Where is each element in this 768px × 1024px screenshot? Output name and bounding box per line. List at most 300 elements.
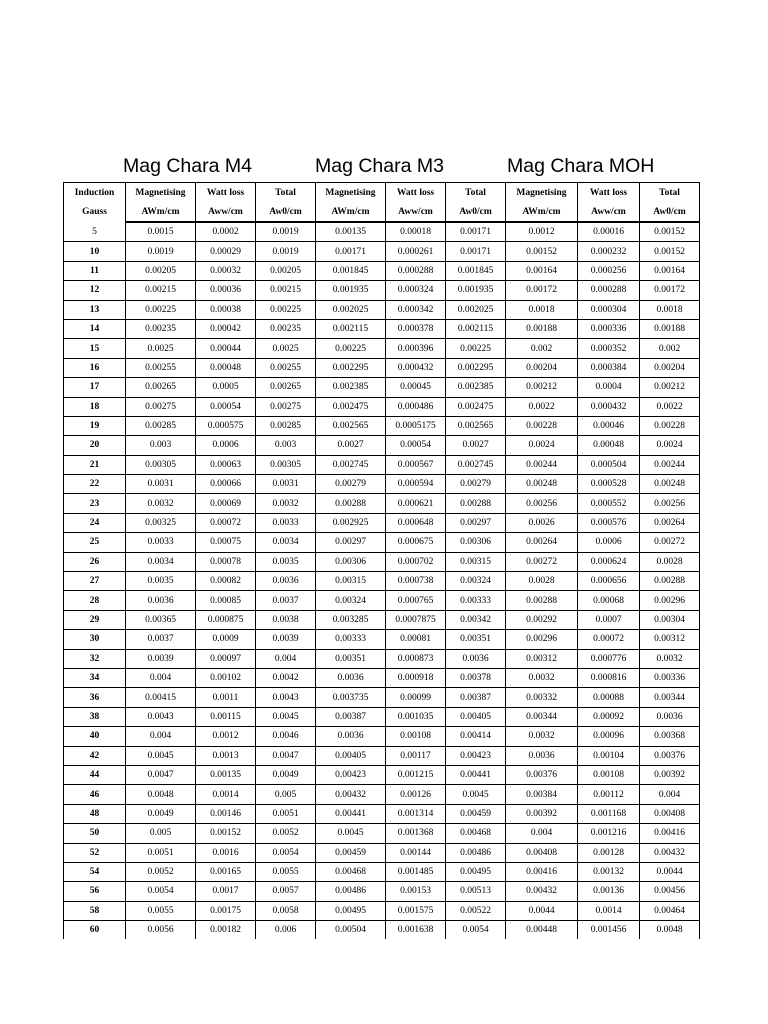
value-cell: 0.002 bbox=[640, 339, 700, 358]
value-cell: 0.00032 bbox=[196, 261, 256, 280]
value-cell: 0.000776 bbox=[578, 649, 640, 668]
value-cell: 0.000575 bbox=[196, 416, 256, 435]
value-cell: 0.002745 bbox=[316, 455, 386, 474]
value-cell: 0.000528 bbox=[578, 475, 640, 494]
value-cell: 0.00384 bbox=[506, 785, 578, 804]
value-cell: 0.00432 bbox=[316, 785, 386, 804]
value-cell: 0.000816 bbox=[578, 668, 640, 687]
value-cell: 0.0058 bbox=[256, 901, 316, 920]
value-cell: 0.004 bbox=[126, 668, 196, 687]
value-cell: 0.00468 bbox=[316, 862, 386, 881]
value-cell: 0.002475 bbox=[316, 397, 386, 416]
value-cell: 0.00495 bbox=[316, 901, 386, 920]
value-cell: 0.00072 bbox=[578, 630, 640, 649]
value-cell: 0.0042 bbox=[256, 668, 316, 687]
value-cell: 0.00285 bbox=[256, 416, 316, 435]
value-cell: 0.002565 bbox=[316, 416, 386, 435]
value-cell: 0.00205 bbox=[126, 261, 196, 280]
table-row bbox=[64, 921, 700, 940]
value-cell: 0.00522 bbox=[446, 901, 506, 920]
value-cell: 0.00486 bbox=[316, 882, 386, 901]
value-cell: 0.00297 bbox=[316, 533, 386, 552]
value-cell: 0.00432 bbox=[640, 843, 700, 862]
value-cell: 0.00459 bbox=[316, 843, 386, 862]
value-cell: 0.0032 bbox=[126, 494, 196, 513]
header-cell: Watt loss bbox=[196, 183, 256, 203]
value-cell: 0.00464 bbox=[640, 901, 700, 920]
value-cell: 0.00153 bbox=[386, 882, 446, 901]
value-cell: 0.0025 bbox=[256, 339, 316, 358]
value-cell: 0.00225 bbox=[256, 300, 316, 319]
value-cell: 0.00088 bbox=[578, 688, 640, 707]
value-cell: 0.00228 bbox=[506, 416, 578, 435]
table-row bbox=[64, 319, 700, 338]
value-cell: 0.0048 bbox=[640, 921, 700, 940]
value-cell: 0.00171 bbox=[446, 222, 506, 242]
table-row bbox=[64, 397, 700, 416]
value-cell: 0.00264 bbox=[506, 533, 578, 552]
value-cell: 0.004 bbox=[506, 824, 578, 843]
value-cell: 0.000648 bbox=[386, 513, 446, 532]
value-cell: 0.001215 bbox=[386, 765, 446, 784]
table-row bbox=[64, 378, 700, 397]
value-cell: 0.00135 bbox=[316, 222, 386, 242]
value-cell: 0.006 bbox=[256, 921, 316, 940]
value-cell: 0.00312 bbox=[640, 630, 700, 649]
value-cell: 0.00312 bbox=[506, 649, 578, 668]
value-cell: 0.003 bbox=[256, 436, 316, 455]
value-cell: 0.000232 bbox=[578, 242, 640, 261]
value-cell: 0.00045 bbox=[386, 378, 446, 397]
value-cell: 0.00188 bbox=[640, 319, 700, 338]
value-cell: 0.0032 bbox=[506, 727, 578, 746]
value-cell: 0.00315 bbox=[316, 572, 386, 591]
value-cell: 0.00376 bbox=[640, 746, 700, 765]
value-cell: 0.0004 bbox=[578, 378, 640, 397]
header-unit-cell: Aw0/cm bbox=[446, 202, 506, 222]
value-cell: 0.0037 bbox=[126, 630, 196, 649]
value-cell: 0.0018 bbox=[640, 300, 700, 319]
header-cell: Magnetising bbox=[316, 183, 386, 203]
value-cell: 0.00204 bbox=[640, 358, 700, 377]
value-cell: 0.00264 bbox=[640, 513, 700, 532]
value-cell: 0.00244 bbox=[640, 455, 700, 474]
value-cell: 0.001035 bbox=[386, 707, 446, 726]
induction-cell: 25 bbox=[64, 533, 126, 552]
value-cell: 0.000918 bbox=[386, 668, 446, 687]
value-cell: 0.00085 bbox=[196, 591, 256, 610]
value-cell: 0.000594 bbox=[386, 475, 446, 494]
value-cell: 0.00468 bbox=[446, 824, 506, 843]
value-cell: 0.00448 bbox=[506, 921, 578, 940]
table-row bbox=[64, 436, 700, 455]
value-cell: 0.0045 bbox=[446, 785, 506, 804]
value-cell: 0.00305 bbox=[126, 455, 196, 474]
value-cell: 0.00392 bbox=[640, 765, 700, 784]
header-unit-cell: Gauss bbox=[64, 202, 126, 222]
value-cell: 0.001368 bbox=[386, 824, 446, 843]
value-cell: 0.00292 bbox=[506, 610, 578, 629]
value-cell: 0.00228 bbox=[640, 416, 700, 435]
table-row bbox=[64, 552, 700, 571]
induction-cell: 54 bbox=[64, 862, 126, 881]
value-cell: 0.00351 bbox=[316, 649, 386, 668]
value-cell: 0.00441 bbox=[316, 804, 386, 823]
value-cell: 0.0051 bbox=[126, 843, 196, 862]
value-cell: 0.00256 bbox=[640, 494, 700, 513]
value-cell: 0.0034 bbox=[126, 552, 196, 571]
header-unit-cell: AWm/cm bbox=[316, 202, 386, 222]
value-cell: 0.0002 bbox=[196, 222, 256, 242]
value-cell: 0.00416 bbox=[506, 862, 578, 881]
value-cell: 0.00204 bbox=[506, 358, 578, 377]
value-cell: 0.00048 bbox=[578, 436, 640, 455]
table-row bbox=[64, 242, 700, 261]
value-cell: 0.00255 bbox=[126, 358, 196, 377]
value-cell: 0.0005175 bbox=[386, 416, 446, 435]
value-cell: 0.002385 bbox=[316, 378, 386, 397]
value-cell: 0.001845 bbox=[316, 261, 386, 280]
value-cell: 0.00171 bbox=[446, 242, 506, 261]
value-cell: 0.00165 bbox=[196, 862, 256, 881]
value-cell: 0.0012 bbox=[506, 222, 578, 242]
value-cell: 0.00306 bbox=[316, 552, 386, 571]
value-cell: 0.00304 bbox=[640, 610, 700, 629]
value-cell: 0.00054 bbox=[196, 397, 256, 416]
value-cell: 0.000875 bbox=[196, 610, 256, 629]
value-cell: 0.0048 bbox=[126, 785, 196, 804]
table-row bbox=[64, 281, 700, 300]
value-cell: 0.000765 bbox=[386, 591, 446, 610]
value-cell: 0.001485 bbox=[386, 862, 446, 881]
value-cell: 0.00387 bbox=[446, 688, 506, 707]
value-cell: 0.000486 bbox=[386, 397, 446, 416]
value-cell: 0.0039 bbox=[256, 630, 316, 649]
induction-cell: 26 bbox=[64, 552, 126, 571]
value-cell: 0.00132 bbox=[578, 862, 640, 881]
value-cell: 0.00164 bbox=[506, 261, 578, 280]
value-cell: 0.00092 bbox=[578, 707, 640, 726]
value-cell: 0.0022 bbox=[506, 397, 578, 416]
value-cell: 0.00456 bbox=[640, 882, 700, 901]
value-cell: 0.00144 bbox=[386, 843, 446, 862]
value-cell: 0.001935 bbox=[446, 281, 506, 300]
header-unit-cell: AWm/cm bbox=[126, 202, 196, 222]
value-cell: 0.004 bbox=[256, 649, 316, 668]
table-row bbox=[64, 901, 700, 920]
header-cell: Total bbox=[256, 183, 316, 203]
table-row bbox=[64, 475, 700, 494]
value-cell: 0.0007875 bbox=[386, 610, 446, 629]
value-cell: 0.00182 bbox=[196, 921, 256, 940]
value-cell: 0.00408 bbox=[640, 804, 700, 823]
value-cell: 0.0037 bbox=[256, 591, 316, 610]
value-cell: 0.0015 bbox=[126, 222, 196, 242]
value-cell: 0.003 bbox=[126, 436, 196, 455]
value-cell: 0.00333 bbox=[316, 630, 386, 649]
value-cell: 0.000656 bbox=[578, 572, 640, 591]
value-cell: 0.0012 bbox=[196, 727, 256, 746]
value-cell: 0.0047 bbox=[256, 746, 316, 765]
value-cell: 0.00175 bbox=[196, 901, 256, 920]
value-cell: 0.00128 bbox=[578, 843, 640, 862]
value-cell: 0.00018 bbox=[386, 222, 446, 242]
value-cell: 0.0033 bbox=[126, 533, 196, 552]
value-cell: 0.002475 bbox=[446, 397, 506, 416]
induction-cell: 60 bbox=[64, 921, 126, 940]
induction-cell: 21 bbox=[64, 455, 126, 474]
value-cell: 0.00136 bbox=[578, 882, 640, 901]
value-cell: 0.00414 bbox=[446, 727, 506, 746]
header-cell: Total bbox=[640, 183, 700, 203]
value-cell: 0.00126 bbox=[386, 785, 446, 804]
value-cell: 0.00495 bbox=[446, 862, 506, 881]
induction-cell: 30 bbox=[64, 630, 126, 649]
value-cell: 0.00068 bbox=[578, 591, 640, 610]
induction-cell: 29 bbox=[64, 610, 126, 629]
value-cell: 0.0011 bbox=[196, 688, 256, 707]
value-cell: 0.0043 bbox=[256, 688, 316, 707]
induction-cell: 18 bbox=[64, 397, 126, 416]
value-cell: 0.00415 bbox=[126, 688, 196, 707]
value-cell: 0.00272 bbox=[640, 533, 700, 552]
value-cell: 0.0028 bbox=[640, 552, 700, 571]
value-cell: 0.0036 bbox=[126, 591, 196, 610]
table-row bbox=[64, 339, 700, 358]
value-cell: 0.0039 bbox=[126, 649, 196, 668]
value-cell: 0.00096 bbox=[578, 727, 640, 746]
value-cell: 0.00423 bbox=[446, 746, 506, 765]
table-row bbox=[64, 804, 700, 823]
header-cell: Induction bbox=[64, 183, 126, 203]
value-cell: 0.0032 bbox=[506, 668, 578, 687]
header-cell: Total bbox=[446, 183, 506, 203]
value-cell: 0.00152 bbox=[506, 242, 578, 261]
value-cell: 0.0026 bbox=[506, 513, 578, 532]
table-row bbox=[64, 630, 700, 649]
value-cell: 0.00272 bbox=[506, 552, 578, 571]
value-cell: 0.0036 bbox=[316, 668, 386, 687]
value-cell: 0.00279 bbox=[446, 475, 506, 494]
table-row bbox=[64, 649, 700, 668]
value-cell: 0.000396 bbox=[386, 339, 446, 358]
value-cell: 0.00279 bbox=[316, 475, 386, 494]
value-cell: 0.00225 bbox=[316, 339, 386, 358]
value-cell: 0.00225 bbox=[446, 339, 506, 358]
value-cell: 0.0045 bbox=[126, 746, 196, 765]
value-cell: 0.0006 bbox=[578, 533, 640, 552]
induction-cell: 32 bbox=[64, 649, 126, 668]
value-cell: 0.00376 bbox=[506, 765, 578, 784]
value-cell: 0.0018 bbox=[506, 300, 578, 319]
value-cell: 0.002025 bbox=[446, 300, 506, 319]
value-cell: 0.005 bbox=[126, 824, 196, 843]
value-cell: 0.0028 bbox=[506, 572, 578, 591]
value-cell: 0.0022 bbox=[640, 397, 700, 416]
header-cell: Magnetising bbox=[506, 183, 578, 203]
table-row bbox=[64, 572, 700, 591]
induction-cell: 15 bbox=[64, 339, 126, 358]
value-cell: 0.0019 bbox=[126, 242, 196, 261]
table-row bbox=[64, 300, 700, 319]
value-cell: 0.0052 bbox=[256, 824, 316, 843]
value-cell: 0.0055 bbox=[256, 862, 316, 881]
value-cell: 0.002385 bbox=[446, 378, 506, 397]
magnetic-characteristics-table bbox=[63, 182, 700, 939]
title-moh: Mag Chara MOH bbox=[507, 155, 655, 177]
induction-cell: 42 bbox=[64, 746, 126, 765]
table-row bbox=[64, 668, 700, 687]
value-cell: 0.0009 bbox=[196, 630, 256, 649]
value-cell: 0.003735 bbox=[316, 688, 386, 707]
value-cell: 0.001314 bbox=[386, 804, 446, 823]
induction-cell: 34 bbox=[64, 668, 126, 687]
induction-cell: 52 bbox=[64, 843, 126, 862]
value-cell: 0.00486 bbox=[446, 843, 506, 862]
value-cell: 0.00048 bbox=[196, 358, 256, 377]
table-row bbox=[64, 843, 700, 862]
value-cell: 0.00325 bbox=[126, 513, 196, 532]
title-m3: Mag Chara M3 bbox=[315, 155, 444, 177]
value-cell: 0.0047 bbox=[126, 765, 196, 784]
value-cell: 0.00188 bbox=[506, 319, 578, 338]
value-cell: 0.00248 bbox=[640, 475, 700, 494]
value-cell: 0.00104 bbox=[578, 746, 640, 765]
value-cell: 0.0054 bbox=[256, 843, 316, 862]
value-cell: 0.0034 bbox=[256, 533, 316, 552]
value-cell: 0.000352 bbox=[578, 339, 640, 358]
induction-cell: 27 bbox=[64, 572, 126, 591]
value-cell: 0.00046 bbox=[578, 416, 640, 435]
title-m4: Mag Chara M4 bbox=[123, 155, 252, 177]
value-cell: 0.002295 bbox=[316, 358, 386, 377]
value-cell: 0.0036 bbox=[506, 746, 578, 765]
value-cell: 0.00265 bbox=[256, 378, 316, 397]
induction-cell: 24 bbox=[64, 513, 126, 532]
value-cell: 0.000624 bbox=[578, 552, 640, 571]
value-cell: 0.00285 bbox=[126, 416, 196, 435]
table-row bbox=[64, 727, 700, 746]
value-cell: 0.002745 bbox=[446, 455, 506, 474]
value-cell: 0.00042 bbox=[196, 319, 256, 338]
value-cell: 0.0032 bbox=[256, 494, 316, 513]
table-row bbox=[64, 261, 700, 280]
value-cell: 0.00146 bbox=[196, 804, 256, 823]
value-cell: 0.00296 bbox=[640, 591, 700, 610]
table-body bbox=[64, 222, 700, 939]
value-cell: 0.00171 bbox=[316, 242, 386, 261]
value-cell: 0.0036 bbox=[256, 572, 316, 591]
induction-cell: 10 bbox=[64, 242, 126, 261]
value-cell: 0.0052 bbox=[126, 862, 196, 881]
value-cell: 0.00069 bbox=[196, 494, 256, 513]
value-cell: 0.00513 bbox=[446, 882, 506, 901]
value-cell: 0.00212 bbox=[640, 378, 700, 397]
value-cell: 0.00332 bbox=[506, 688, 578, 707]
value-cell: 0.005 bbox=[256, 785, 316, 804]
value-cell: 0.00164 bbox=[640, 261, 700, 280]
table-row bbox=[64, 882, 700, 901]
induction-cell: 38 bbox=[64, 707, 126, 726]
header-cell: Magnetising bbox=[126, 183, 196, 203]
value-cell: 0.00324 bbox=[316, 591, 386, 610]
value-cell: 0.00117 bbox=[386, 746, 446, 765]
value-cell: 0.004 bbox=[126, 727, 196, 746]
value-cell: 0.00225 bbox=[126, 300, 196, 319]
table-row bbox=[64, 533, 700, 552]
value-cell: 0.0017 bbox=[196, 882, 256, 901]
header-cell: Watt loss bbox=[386, 183, 446, 203]
value-cell: 0.000702 bbox=[386, 552, 446, 571]
value-cell: 0.00441 bbox=[446, 765, 506, 784]
value-cell: 0.0044 bbox=[640, 862, 700, 881]
table-row bbox=[64, 455, 700, 474]
value-cell: 0.00054 bbox=[386, 436, 446, 455]
value-cell: 0.00275 bbox=[256, 397, 316, 416]
value-cell: 0.00344 bbox=[506, 707, 578, 726]
value-cell: 0.0033 bbox=[256, 513, 316, 532]
value-cell: 0.00075 bbox=[196, 533, 256, 552]
value-cell: 0.00297 bbox=[446, 513, 506, 532]
table-row bbox=[64, 707, 700, 726]
value-cell: 0.00016 bbox=[578, 222, 640, 242]
value-cell: 0.002925 bbox=[316, 513, 386, 532]
value-cell: 0.00029 bbox=[196, 242, 256, 261]
value-cell: 0.000621 bbox=[386, 494, 446, 513]
value-cell: 0.0055 bbox=[126, 901, 196, 920]
value-cell: 0.0043 bbox=[126, 707, 196, 726]
value-cell: 0.00115 bbox=[196, 707, 256, 726]
value-cell: 0.0056 bbox=[126, 921, 196, 940]
value-cell: 0.0024 bbox=[640, 436, 700, 455]
value-cell: 0.0057 bbox=[256, 882, 316, 901]
value-cell: 0.00256 bbox=[506, 494, 578, 513]
value-cell: 0.0045 bbox=[256, 707, 316, 726]
induction-cell: 40 bbox=[64, 727, 126, 746]
value-cell: 0.001456 bbox=[578, 921, 640, 940]
value-cell: 0.0045 bbox=[316, 824, 386, 843]
value-cell: 0.002115 bbox=[316, 319, 386, 338]
induction-cell: 12 bbox=[64, 281, 126, 300]
table-row bbox=[64, 494, 700, 513]
header-unit-cell: AWm/cm bbox=[506, 202, 578, 222]
value-cell: 0.000432 bbox=[386, 358, 446, 377]
value-cell: 0.0016 bbox=[196, 843, 256, 862]
value-cell: 0.00172 bbox=[506, 281, 578, 300]
value-cell: 0.00063 bbox=[196, 455, 256, 474]
value-cell: 0.00152 bbox=[640, 222, 700, 242]
table-row bbox=[64, 610, 700, 629]
value-cell: 0.00288 bbox=[640, 572, 700, 591]
induction-cell: 46 bbox=[64, 785, 126, 804]
induction-cell: 16 bbox=[64, 358, 126, 377]
value-cell: 0.0024 bbox=[506, 436, 578, 455]
value-cell: 0.000384 bbox=[578, 358, 640, 377]
value-cell: 0.0031 bbox=[256, 475, 316, 494]
value-cell: 0.000738 bbox=[386, 572, 446, 591]
value-cell: 0.00248 bbox=[506, 475, 578, 494]
value-cell: 0.00336 bbox=[640, 668, 700, 687]
value-cell: 0.0035 bbox=[256, 552, 316, 571]
value-cell: 0.00072 bbox=[196, 513, 256, 532]
value-cell: 0.00081 bbox=[386, 630, 446, 649]
value-cell: 0.0049 bbox=[256, 765, 316, 784]
table-row bbox=[64, 416, 700, 435]
value-cell: 0.0038 bbox=[256, 610, 316, 629]
value-cell: 0.000288 bbox=[386, 261, 446, 280]
value-cell: 0.000873 bbox=[386, 649, 446, 668]
value-cell: 0.00378 bbox=[446, 668, 506, 687]
